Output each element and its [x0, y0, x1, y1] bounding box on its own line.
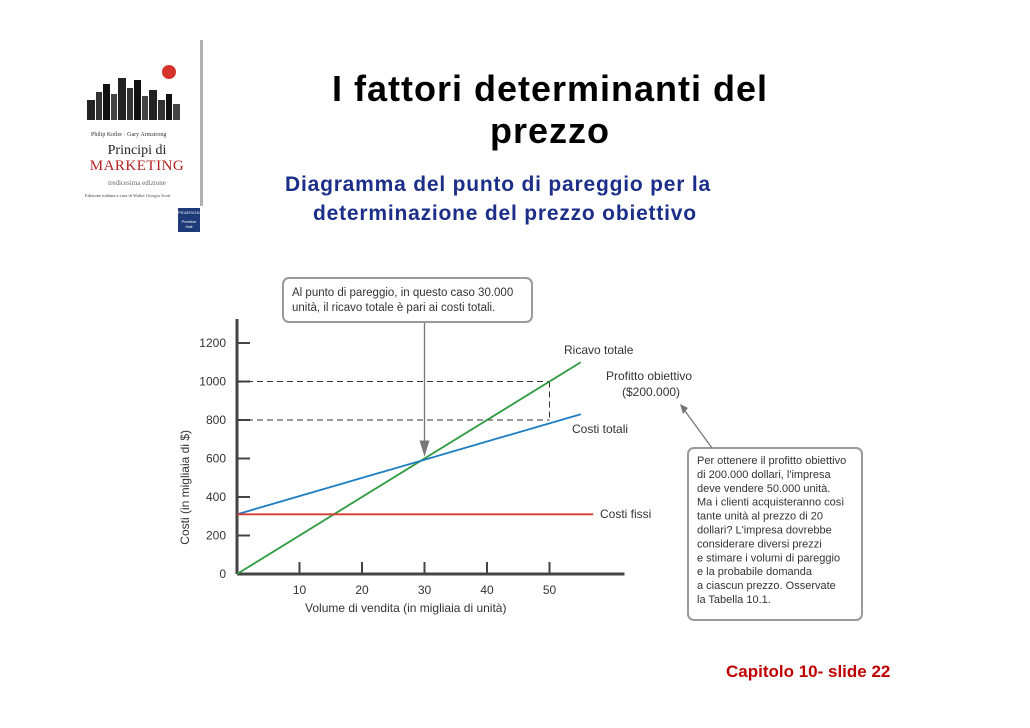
target-callout-line: la Tabella 10.1. [697, 594, 771, 606]
x-tick-label: 30 [417, 583, 432, 597]
slide-footer: Capitolo 10- slide 22 [726, 662, 891, 681]
publisher-name: PEARSON [178, 210, 200, 215]
target-callout-line: considerare diversi prezzi [697, 538, 822, 551]
target-callout-line: Per ottenere il profitto obiettivo [697, 455, 847, 467]
target-callout-line: di 200.000 dollari, l'impresa [697, 468, 831, 481]
y-tick-label: 200 [205, 528, 226, 543]
subtitle-line2: determinazione del prezzo obiettivo [313, 202, 697, 225]
book-edition: tredicesima edizione [108, 179, 166, 187]
series-costi-totali-line [237, 414, 581, 514]
target-callout-line: Ma i clienti acquisteranno così [697, 496, 845, 509]
breakeven-callout-line1: Al punto di pareggio, in questo caso 30.000 [292, 287, 514, 299]
series-costi-totali-label: Costi totali [572, 422, 629, 436]
subtitle-line1: Diagramma del punto di pareggio per la [285, 173, 711, 196]
target-callout-line: tante unità al prezzo di 20 [697, 510, 823, 523]
y-tick-label: 0 [219, 567, 226, 581]
breakeven-callout-line2: unità, il ricavo totale è pari ai costi totali. [292, 302, 496, 314]
x-tick-label: 50 [542, 583, 557, 597]
profit-label-line1: Profitto obiettivo [606, 369, 693, 383]
target-callout-line: dollari? L'impresa dovrebbe [697, 524, 832, 537]
y-tick-label: 1200 [199, 336, 226, 350]
breakeven-callout-box [283, 278, 532, 322]
y-tick-label: 400 [205, 490, 226, 504]
y-axis-title: Costi (in migliaia di $) [178, 430, 192, 545]
book-authors: Philip Kotler · Gary Armstrong [91, 132, 167, 138]
y-tick-label: 600 [205, 451, 226, 466]
series-costi-fissi-label: Costi fissi [600, 507, 652, 521]
target-arrow-line [685, 411, 712, 448]
y-tick-label: 800 [205, 413, 226, 427]
series-ricavo-totale-line [237, 362, 581, 574]
x-tick-label: 40 [480, 583, 494, 597]
target-callout-line: a ciascun prezzo. Osservate [697, 580, 836, 593]
book-editor: Edizione italiana a cura di Walter Giorgio Scott [85, 193, 171, 198]
x-tick-label: 10 [292, 583, 307, 597]
x-axis-title: Volume di vendita (in migliaia di unità) [305, 601, 507, 615]
breakeven-arrow-head [420, 441, 430, 457]
x-tick-label: 20 [355, 583, 369, 597]
y-tick-label: 1000 [199, 374, 226, 389]
book-title-line2: MARKETING [89, 158, 185, 174]
series-ricavo-totale-label: Ricavo totale [564, 343, 634, 357]
slide-title: I fattori determinanti del prezzo [331, 68, 769, 151]
publisher-imprint: Prentice Hall [181, 219, 197, 229]
target-callout-line: e la probabile domanda [697, 566, 812, 579]
target-callout-line: deve vendere 50.000 unità. [697, 482, 831, 495]
profit-label-line2: ($200.000) [622, 385, 681, 399]
target-callout-line: e stimare i volumi di pareggio [697, 552, 841, 565]
book-title-line1: Principi di [107, 143, 167, 158]
